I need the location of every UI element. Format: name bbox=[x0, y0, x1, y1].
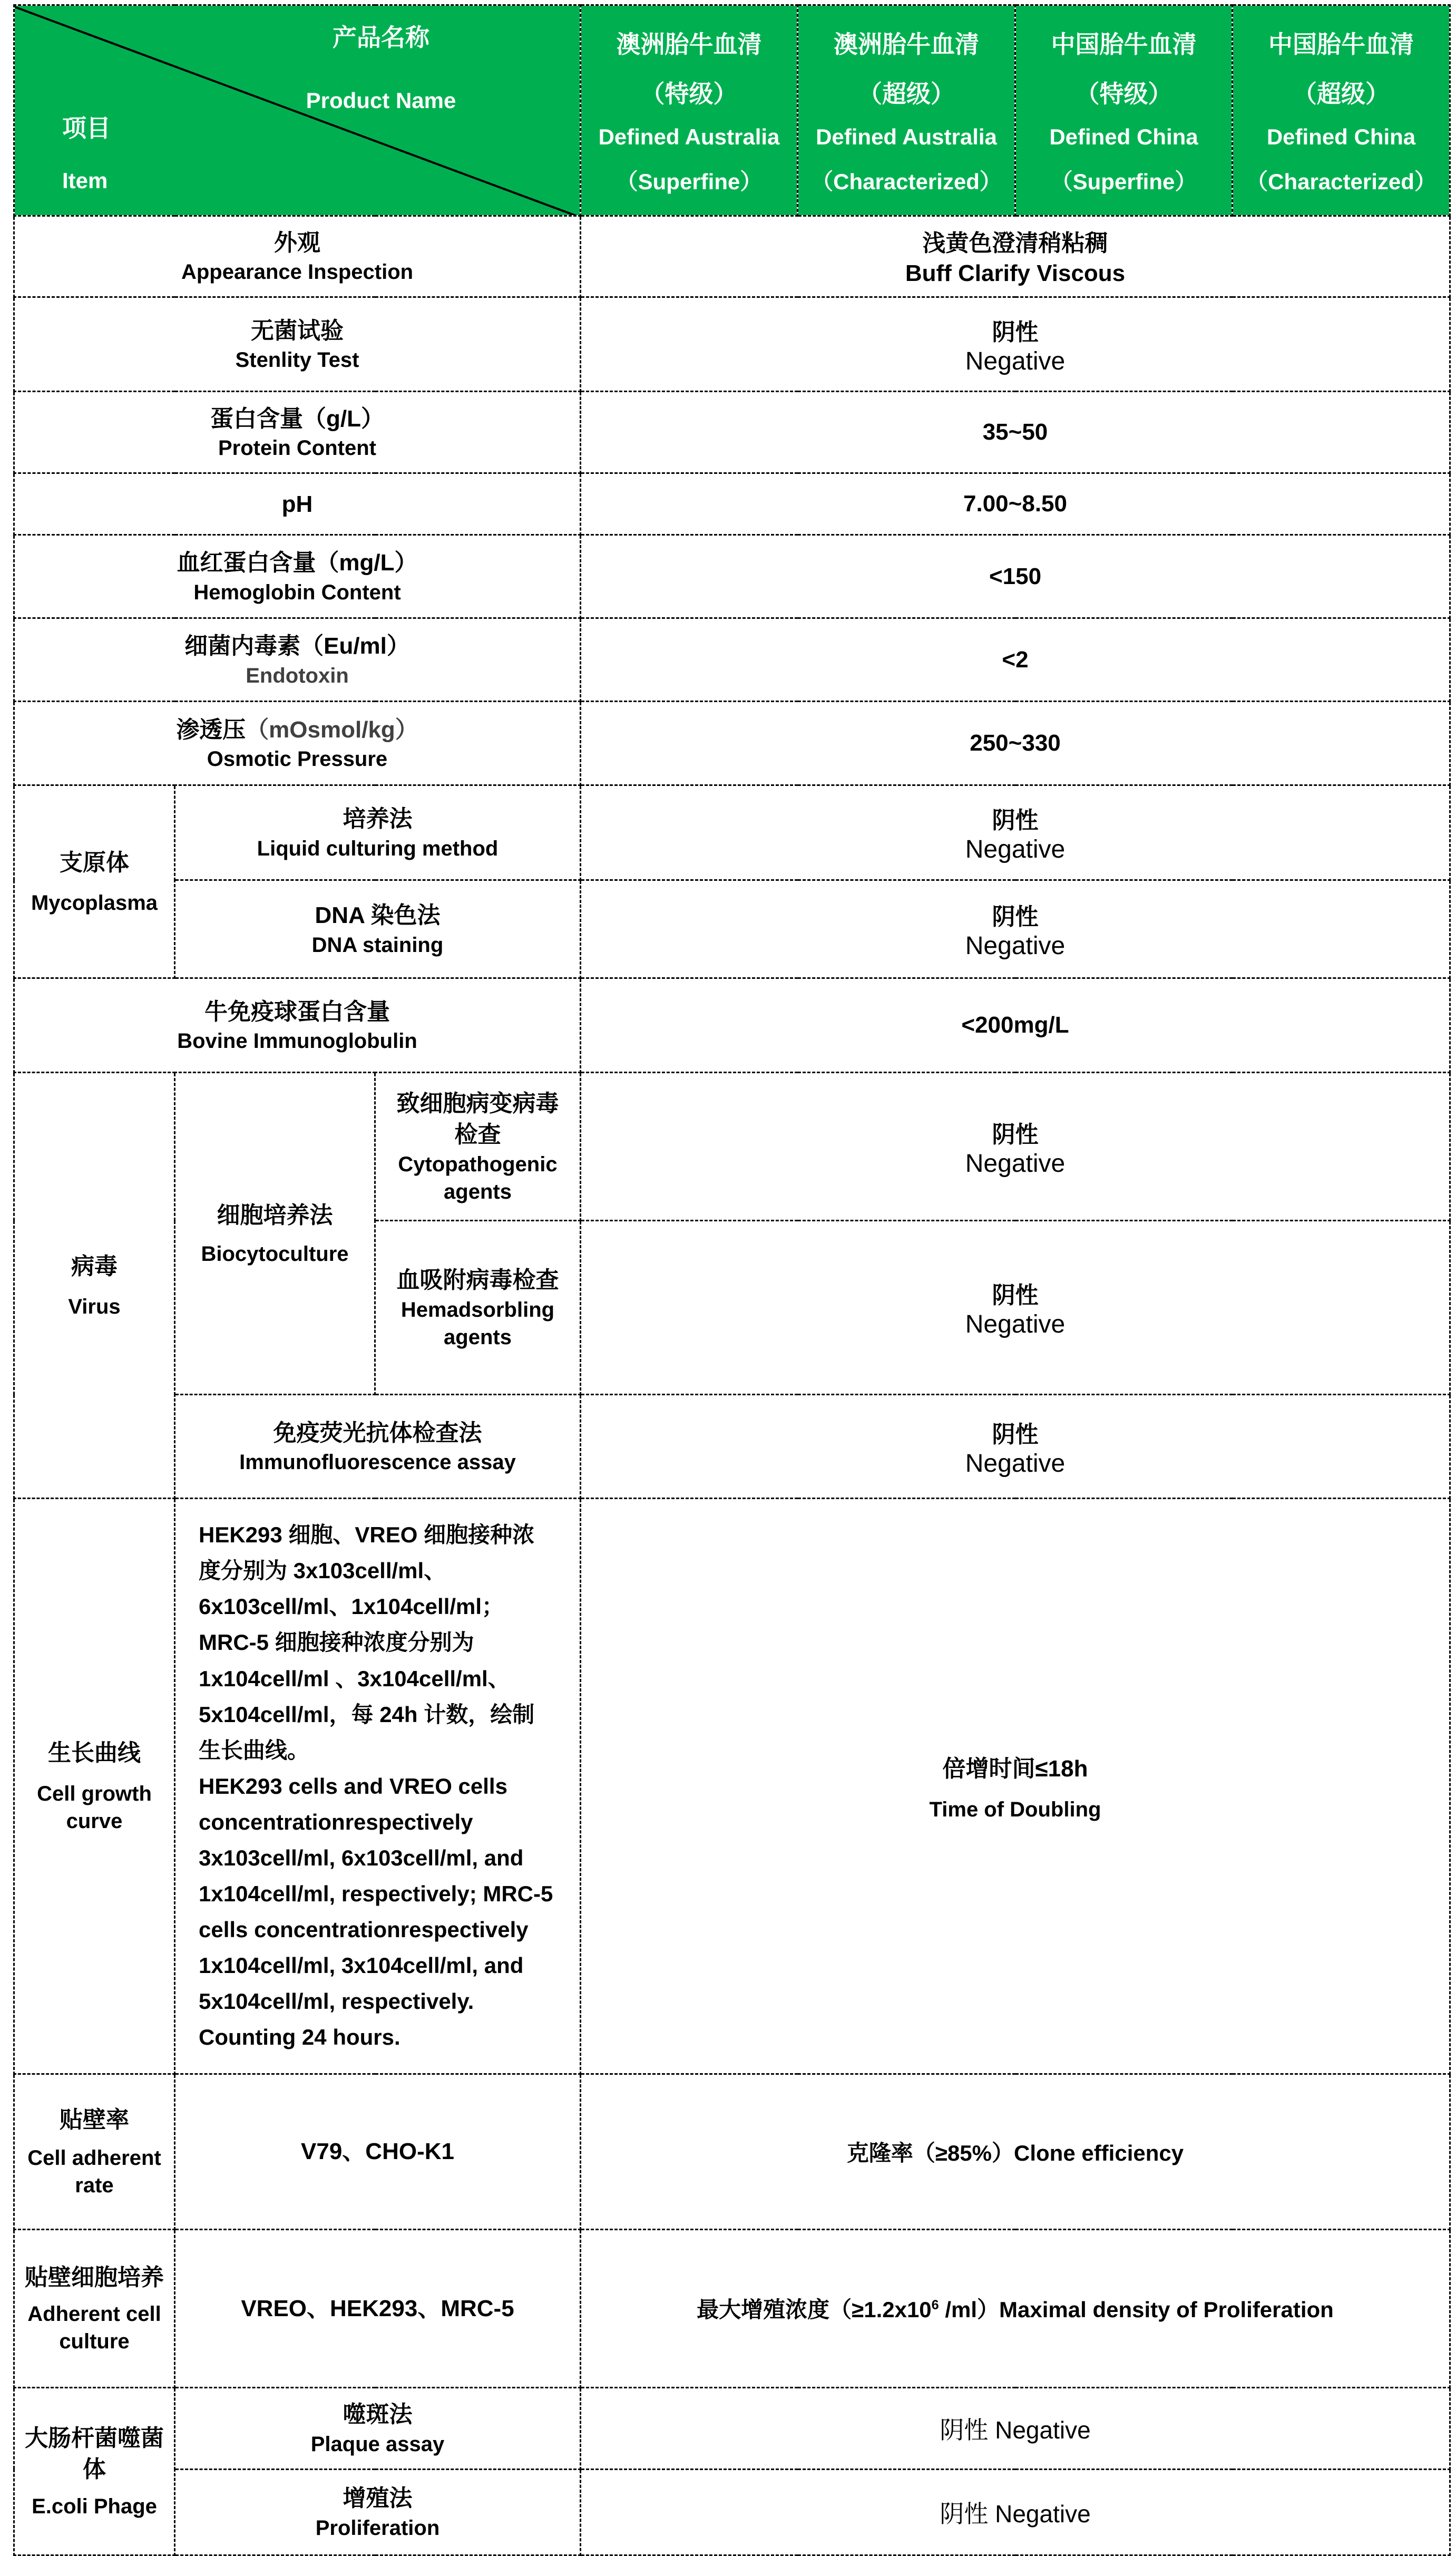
adherent-culture-en: Adherent cell culture bbox=[27, 2302, 161, 2354]
col-header-zh2: （超级） bbox=[858, 80, 955, 108]
virus-en: Virus bbox=[68, 1295, 121, 1318]
col-header-china-superfine bbox=[1015, 5, 1233, 216]
row-ph bbox=[14, 473, 1450, 535]
header-item-zh: 项目 bbox=[62, 114, 111, 142]
plaque-en: Plaque assay bbox=[310, 2432, 445, 2456]
protein-label bbox=[14, 392, 581, 473]
growth-desc-en: HEK293 cells and VREO cells concentrationrespectively 3x103cell/ml, 6x103cell/ml, and 1x104cell/ml, respectively; MRC-5 cells concentrationrespectively 1x104cell/ml, 3x104cell/ml, and 5x104cell/ml, respectively. Counting 24 hours. bbox=[199, 1773, 553, 2049]
phage-zh: 大肠杆菌噬菌体 bbox=[25, 2425, 164, 2483]
dna-staining-en: DNA staining bbox=[311, 933, 444, 957]
adherent-culture-zh: 贴壁细胞培养 bbox=[25, 2264, 164, 2290]
osmotic-zh-prefix: 渗透压 bbox=[176, 716, 246, 743]
hemadsorbing-value bbox=[581, 1221, 1450, 1395]
cytopathogenic-en: Cytopathogenic agents bbox=[398, 1152, 558, 1203]
row-endotoxin bbox=[14, 618, 1450, 702]
growth-value bbox=[581, 1499, 1450, 2074]
growth-en: Cell growth curve bbox=[37, 1782, 152, 1833]
hemoglobin-value-text: <150 bbox=[989, 563, 1042, 589]
sterility-value-zh: 阴性 bbox=[992, 319, 1039, 345]
proliferation-en: Proliferation bbox=[315, 2516, 440, 2540]
bovine-ig-zh: 牛免疫球蛋白含量 bbox=[204, 998, 390, 1025]
protein-en: Protein Content bbox=[218, 436, 376, 460]
col-header-zh: 澳洲胎牛血清 bbox=[616, 30, 762, 58]
ph-zh: pH bbox=[281, 491, 313, 517]
adherent-rate-label bbox=[14, 2074, 175, 2229]
plaque-label bbox=[175, 2387, 581, 2469]
row-sterility bbox=[14, 297, 1450, 392]
growth-value-zh: 倍增时间≤18h bbox=[942, 1755, 1088, 1782]
bovine-ig-en: Bovine Immunoglobulin bbox=[177, 1029, 417, 1053]
appearance-label bbox=[14, 216, 581, 297]
biocytoculture-label bbox=[175, 1073, 375, 1395]
endotoxin-value-text: <2 bbox=[1002, 646, 1029, 673]
col-header-en: Defined Australia bbox=[816, 124, 997, 149]
adherent-culture-label bbox=[14, 2229, 175, 2387]
growth-value-en: Time of Doubling bbox=[929, 1797, 1101, 1821]
mycoplasma-label bbox=[14, 785, 175, 978]
col-header-en2: （Superfine） bbox=[615, 169, 763, 194]
row-phage-proliferation bbox=[14, 2469, 1450, 2555]
sterility-label bbox=[14, 297, 581, 392]
dna-staining-value-zh: 阴性 bbox=[992, 904, 1039, 930]
phage-en: E.coli Phage bbox=[32, 2494, 157, 2518]
header-product-name bbox=[183, 21, 579, 118]
col-header-en2: （Characterized） bbox=[1246, 169, 1437, 194]
virus-label bbox=[14, 1073, 175, 1499]
ph-label bbox=[14, 473, 581, 535]
mycoplasma-zh: 支原体 bbox=[60, 850, 129, 876]
immunofluorescence-value bbox=[581, 1395, 1450, 1499]
col-header-australia-superfine bbox=[581, 5, 798, 216]
adherent-rate-zh: 贴壁率 bbox=[60, 2107, 129, 2133]
phage-label bbox=[14, 2387, 175, 2555]
appearance-en: Appearance Inspection bbox=[181, 260, 414, 284]
proliferation-label bbox=[175, 2469, 581, 2555]
hemadsorbing-value-zh: 阴性 bbox=[992, 1282, 1039, 1309]
dna-staining-value bbox=[581, 880, 1450, 978]
sterility-en: Stenlity Test bbox=[235, 348, 359, 372]
col-header-zh2: （特级） bbox=[640, 80, 738, 108]
endotoxin-value bbox=[581, 618, 1450, 702]
adherent-culture-value-text bbox=[697, 2297, 1334, 2322]
cytopathogenic-value-en: Negative bbox=[965, 1149, 1066, 1178]
col-header-en: Defined Australia bbox=[598, 124, 780, 149]
endotoxin-label bbox=[14, 618, 581, 702]
immunofluorescence-zh: 免疫荧光抗体检查法 bbox=[273, 1420, 482, 1446]
col-header-zh2: （特级） bbox=[1075, 80, 1172, 108]
plaque-value bbox=[581, 2387, 1450, 2469]
ph-value bbox=[581, 473, 1450, 535]
sterility-zh: 无菌试验 bbox=[251, 317, 344, 344]
col-header-china-characterized bbox=[1233, 5, 1450, 216]
bovine-ig-value bbox=[581, 978, 1450, 1073]
dna-staining-value-en: Negative bbox=[965, 932, 1066, 960]
row-protein bbox=[14, 392, 1450, 473]
protein-value-text: 35~50 bbox=[982, 419, 1048, 445]
row-osmotic bbox=[14, 702, 1450, 785]
osmotic-zh-unit: （mOsmol/kg） bbox=[246, 716, 418, 743]
row-bovine-ig bbox=[14, 978, 1450, 1073]
growth-desc-zh: HEK293 细胞、VREO 细胞接种浓度分别为 3x103cell/ml、6x103cell/ml、1x104cell/ml；MRC-5 细胞接种浓度分别为 1x104cell/ml 、3x104cell/ml、5x104cell/ml，每 24h 计数，绘制生长曲线。 bbox=[199, 1522, 535, 1763]
cytopathogenic-zh: 致细胞病变病毒检查 bbox=[396, 1091, 559, 1148]
proliferation-value bbox=[581, 2469, 1450, 2555]
endotoxin-zh: 细菌内毒素（Eu/ml） bbox=[184, 633, 410, 659]
header-item bbox=[62, 111, 111, 198]
product-spec-table bbox=[13, 4, 1451, 2556]
adherent-culture-value bbox=[581, 2229, 1450, 2387]
culturing-value-zh: 阴性 bbox=[992, 808, 1039, 834]
hemadsorbing-en: Hemadsorbling agents bbox=[400, 1298, 555, 1349]
osmotic-value bbox=[581, 702, 1450, 785]
osmotic-zh bbox=[176, 714, 418, 745]
row-adherent-culture bbox=[14, 2229, 1450, 2387]
appearance-zh: 外观 bbox=[274, 230, 320, 256]
hemadsorbing-value-en: Negative bbox=[965, 1310, 1066, 1339]
col-header-en: Defined China bbox=[1266, 124, 1416, 149]
row-adherent-rate bbox=[14, 2074, 1450, 2229]
appearance-value bbox=[581, 216, 1450, 297]
hemoglobin-label bbox=[14, 535, 581, 618]
row-virus-cytopathogenic bbox=[14, 1073, 1450, 1221]
osmotic-label bbox=[14, 702, 581, 785]
proliferation-zh: 增殖法 bbox=[343, 2485, 413, 2512]
growth-zh: 生长曲线 bbox=[48, 1739, 141, 1766]
dna-staining-zh: DNA 染色法 bbox=[315, 902, 441, 929]
adherent-culture-value-prefix: 最大增殖浓度（≥1.2x10 bbox=[697, 2297, 932, 2322]
hemoglobin-zh: 血红蛋白含量（mg/L） bbox=[177, 550, 418, 576]
row-appearance bbox=[14, 216, 1450, 297]
cytopathogenic-value-zh: 阴性 bbox=[992, 1121, 1039, 1148]
biocytoculture-zh: 细胞培养法 bbox=[217, 1202, 333, 1228]
culturing-en: Liquid culturing method bbox=[257, 837, 499, 860]
adherent-culture-value-sup: 6 bbox=[931, 2298, 939, 2313]
endotoxin-en: Endotoxin bbox=[246, 664, 349, 687]
immunofluorescence-label bbox=[175, 1395, 581, 1499]
proliferation-value-text: 阴性 Negative bbox=[940, 2500, 1091, 2528]
bovine-ig-label bbox=[14, 978, 581, 1073]
osmotic-en: Osmotic Pressure bbox=[207, 747, 388, 771]
culturing-label bbox=[175, 785, 581, 880]
plaque-zh: 噬斑法 bbox=[343, 2402, 413, 2428]
sterility-value bbox=[581, 297, 1450, 392]
growth-label bbox=[14, 1499, 175, 2074]
hemoglobin-value bbox=[581, 535, 1450, 618]
protein-value bbox=[581, 392, 1450, 473]
sterility-value-en: Negative bbox=[965, 347, 1066, 375]
col-header-zh2: （超级） bbox=[1293, 80, 1390, 108]
col-header-australia-characterized bbox=[798, 5, 1015, 216]
row-mycoplasma-dna bbox=[14, 880, 1450, 978]
ph-value-text: 7.00~8.50 bbox=[963, 491, 1067, 517]
adherent-culture-method bbox=[175, 2229, 581, 2387]
cytopathogenic-label bbox=[375, 1073, 581, 1221]
culturing-value-en: Negative bbox=[965, 835, 1066, 864]
osmotic-value-text: 250~330 bbox=[970, 730, 1061, 756]
row-growth-curve bbox=[14, 1499, 1450, 2074]
bovine-ig-value-text: <200mg/L bbox=[961, 1012, 1069, 1038]
hemadsorbing-zh: 血吸附病毒检查 bbox=[396, 1267, 559, 1294]
culturing-value bbox=[581, 785, 1450, 880]
adherent-rate-en: Cell adherent rate bbox=[27, 2146, 161, 2197]
col-header-zh: 中国胎牛血清 bbox=[1268, 30, 1414, 58]
adherent-rate-value-text: 克隆率（≥85%）Clone efficiency bbox=[846, 2140, 1184, 2165]
hemoglobin-en: Hemoglobin Content bbox=[193, 580, 401, 604]
adherent-rate-method-text: V79、CHO-K1 bbox=[301, 2139, 454, 2165]
row-virus-immunofluorescence bbox=[14, 1395, 1450, 1499]
header-corner-cell bbox=[14, 5, 581, 216]
header-row bbox=[14, 5, 1450, 216]
cytopathogenic-value bbox=[581, 1073, 1450, 1221]
immunofluorescence-en: Immunofluorescence assay bbox=[239, 1451, 516, 1474]
mycoplasma-en: Mycoplasma bbox=[31, 891, 158, 915]
col-header-zh: 澳洲胎牛血清 bbox=[834, 30, 979, 58]
growth-method bbox=[175, 1499, 581, 2074]
col-header-en: Defined China bbox=[1049, 124, 1198, 149]
header-product-name-en: Product Name bbox=[306, 88, 456, 113]
col-header-en2: （Characterized） bbox=[811, 169, 1002, 194]
appearance-value-en: Buff Clarify Viscous bbox=[905, 260, 1126, 286]
row-mycoplasma-culturing bbox=[14, 785, 1450, 880]
dna-staining-label bbox=[175, 880, 581, 978]
adherent-rate-method bbox=[175, 2074, 581, 2229]
virus-zh: 病毒 bbox=[71, 1253, 118, 1280]
appearance-value-zh: 浅黄色澄清稍粘稠 bbox=[922, 230, 1108, 256]
header-item-en: Item bbox=[62, 168, 108, 193]
culturing-zh: 培养法 bbox=[343, 806, 413, 832]
adherent-rate-value bbox=[581, 2074, 1450, 2229]
row-phage-plaque bbox=[14, 2387, 1450, 2469]
adherent-culture-method-text: VREO、HEK293、MRC-5 bbox=[241, 2295, 514, 2321]
row-hemoglobin bbox=[14, 535, 1450, 618]
immunofluorescence-value-en: Negative bbox=[965, 1449, 1066, 1478]
col-header-en2: （Superfine） bbox=[1050, 169, 1197, 194]
protein-zh: 蛋白含量（g/L） bbox=[210, 405, 384, 432]
header-product-name-zh: 产品名称 bbox=[333, 24, 429, 51]
biocytoculture-en: Biocytoculture bbox=[201, 1242, 349, 1266]
col-header-zh: 中国胎牛血清 bbox=[1051, 30, 1197, 58]
hemadsorbing-label bbox=[375, 1221, 581, 1395]
immunofluorescence-value-zh: 阴性 bbox=[992, 1421, 1039, 1447]
plaque-value-text: 阴性 Negative bbox=[940, 2416, 1091, 2444]
adherent-culture-value-suffix: /ml）Maximal density of Proliferation bbox=[939, 2297, 1334, 2322]
